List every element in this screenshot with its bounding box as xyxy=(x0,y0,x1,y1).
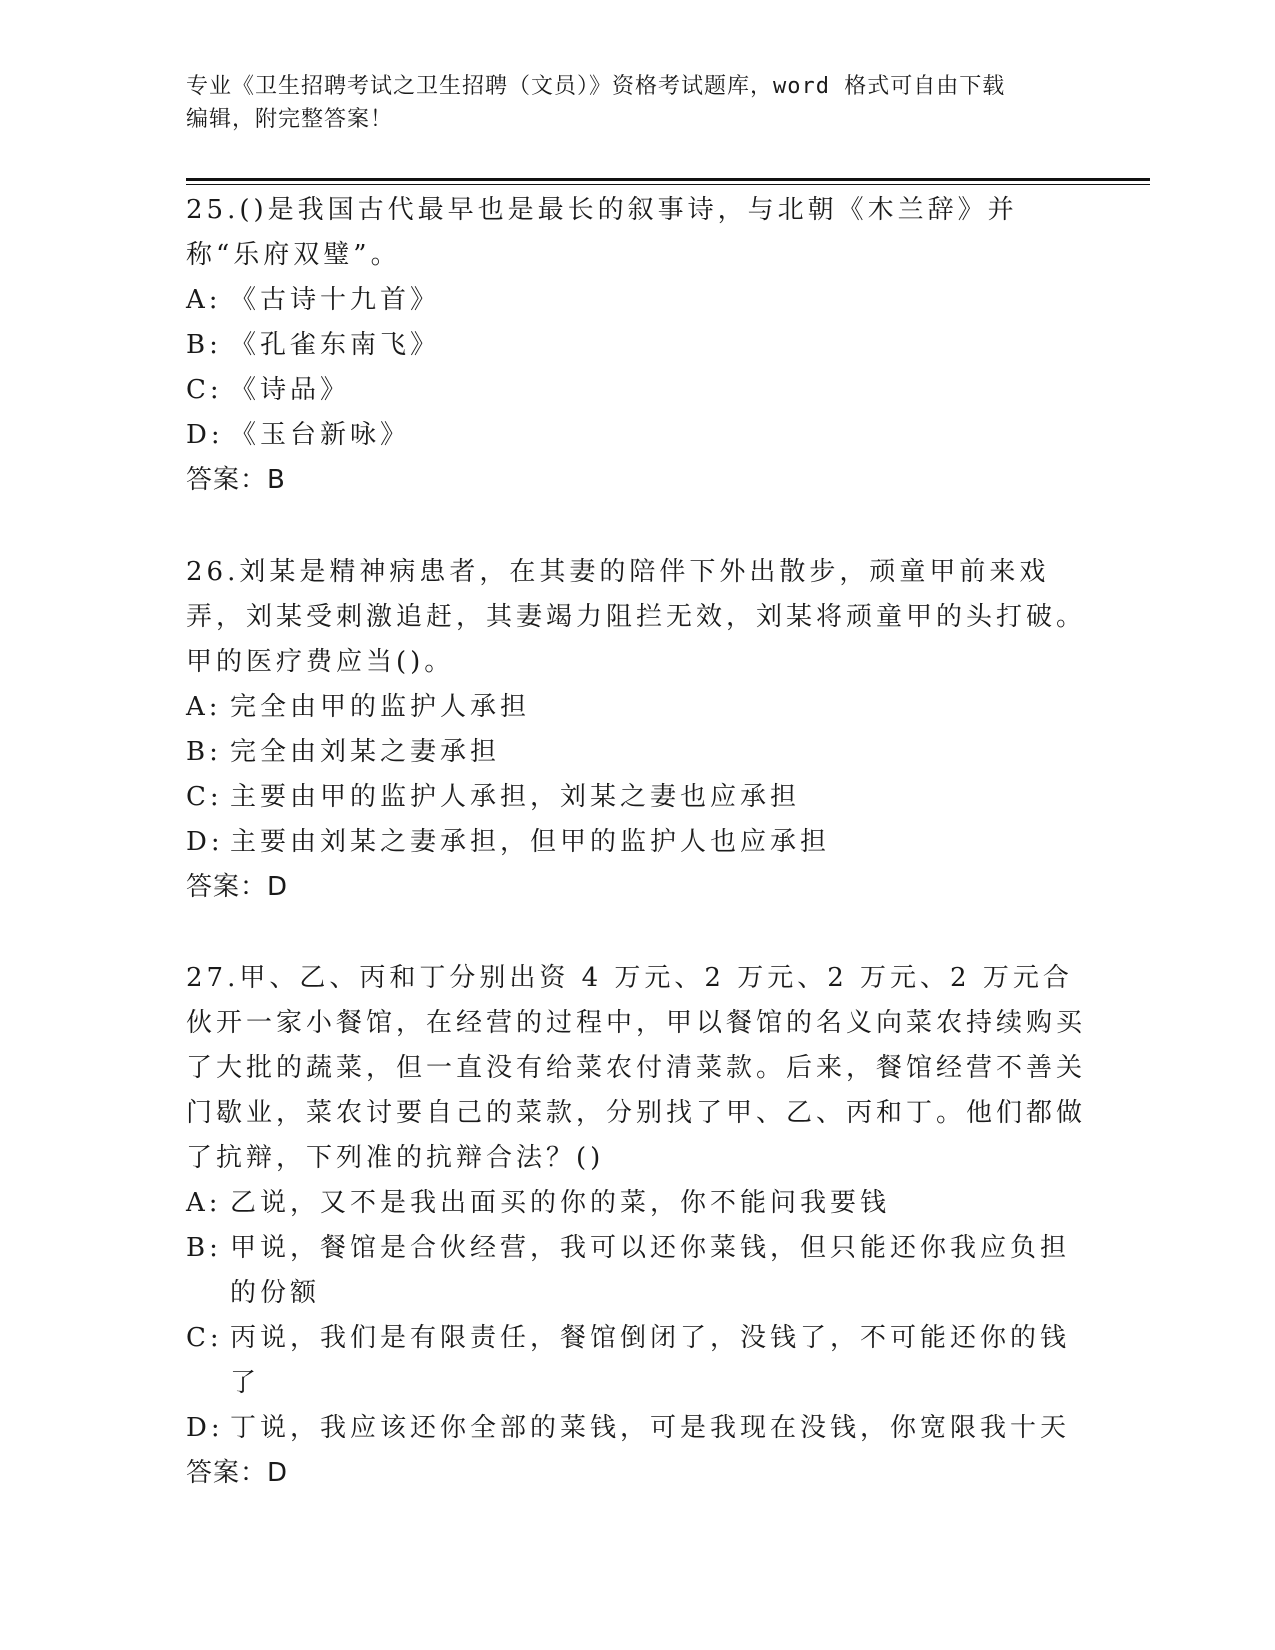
option-text: 丁说，我应该还你全部的菜钱，可是我现在没钱，你宽限我十天 xyxy=(230,1413,1071,1443)
option-text: 完全由甲的监护人承担 xyxy=(230,692,531,722)
header-line-2: 编辑，附完整答案！ xyxy=(186,107,394,132)
question-text: 27.甲、乙、丙和丁分别出资 4 万元、2 万元、2 万元、2 万元合伙开一家小餐馆，在经营的过程中，甲以餐馆的名义向菜农持续购买了大批的蔬菜，但一直没有给菜农付清菜款。后来，餐馆经营不善关门歇业，菜农讨要自己的菜款，分别找了甲、乙、丙和丁。他们都做了抗辩，下列准的抗辩合法？() xyxy=(186,963,1087,1173)
header-divider-thick xyxy=(186,178,1150,181)
option-label: C: xyxy=(186,1323,223,1353)
question-26 xyxy=(186,550,1086,910)
option-c xyxy=(186,368,1086,413)
option-text: 《古诗十九首》 xyxy=(230,285,441,315)
option-label: B: xyxy=(186,737,222,767)
option-text: 丙说，我们是有限责任，餐馆倒闭了，没钱了，不可能还你的钱了 xyxy=(230,1323,1071,1398)
option-d xyxy=(186,820,1086,865)
option-text: 主要由刘某之妻承担，但甲的监护人也应承担 xyxy=(230,827,831,857)
option-label: C: xyxy=(186,782,223,812)
option-label: D: xyxy=(186,420,224,450)
option-a xyxy=(186,685,1086,730)
option-a xyxy=(186,278,1086,323)
option-a xyxy=(186,1181,1086,1226)
question-25 xyxy=(186,188,1086,503)
option-label: B: xyxy=(186,1233,222,1263)
option-label: D: xyxy=(186,1413,224,1443)
option-b xyxy=(186,323,1086,368)
option-label: A: xyxy=(186,692,222,722)
question-text: 26.刘某是精神病患者，在其妻的陪伴下外出散步，顽童甲前来戏弄，刘某受刺激追赶，其妻竭力阻拦无效，刘某将顽童甲的头打破。甲的医疗费应当()。 xyxy=(186,557,1087,677)
option-text: 主要由甲的监护人承担，刘某之妻也应承担 xyxy=(230,782,801,812)
option-c xyxy=(186,775,1086,820)
option-d xyxy=(186,413,1086,458)
option-c xyxy=(186,1316,1086,1406)
option-label: A: xyxy=(186,1188,222,1218)
answer: 答案：D xyxy=(186,1458,289,1488)
option-d xyxy=(186,1406,1086,1451)
question-27 xyxy=(186,956,1086,1496)
answer: 答案：B xyxy=(186,465,286,495)
header-line-1: 专业《卫生招聘考试之卫生招聘（文员）》资格考试题库，word 格式可自由下载 xyxy=(186,74,1006,99)
option-text: 甲说，餐馆是合伙经营，我可以还你菜钱，但只能还你我应负担的份额 xyxy=(230,1233,1071,1308)
option-b xyxy=(186,1226,1086,1316)
answer: 答案：D xyxy=(186,872,289,902)
option-text: 《孔雀东南飞》 xyxy=(230,330,441,360)
option-text: 《玉台新咏》 xyxy=(230,420,411,450)
option-label: C: xyxy=(186,375,223,405)
option-text: 完全由刘某之妻承担 xyxy=(230,737,501,767)
option-label: D: xyxy=(186,827,224,857)
header-divider-thin xyxy=(186,184,1150,185)
option-text: 《诗品》 xyxy=(230,375,351,405)
option-label: B: xyxy=(186,330,222,360)
option-b xyxy=(186,730,1086,775)
document-header xyxy=(186,70,1066,136)
question-text: 25.()是我国古代最早也是最长的叙事诗，与北朝《木兰辞》并称“乐府双璧”。 xyxy=(186,195,1018,270)
option-label: A: xyxy=(186,285,222,315)
option-text: 乙说，又不是我出面买的你的菜，你不能问我要钱 xyxy=(230,1188,891,1218)
